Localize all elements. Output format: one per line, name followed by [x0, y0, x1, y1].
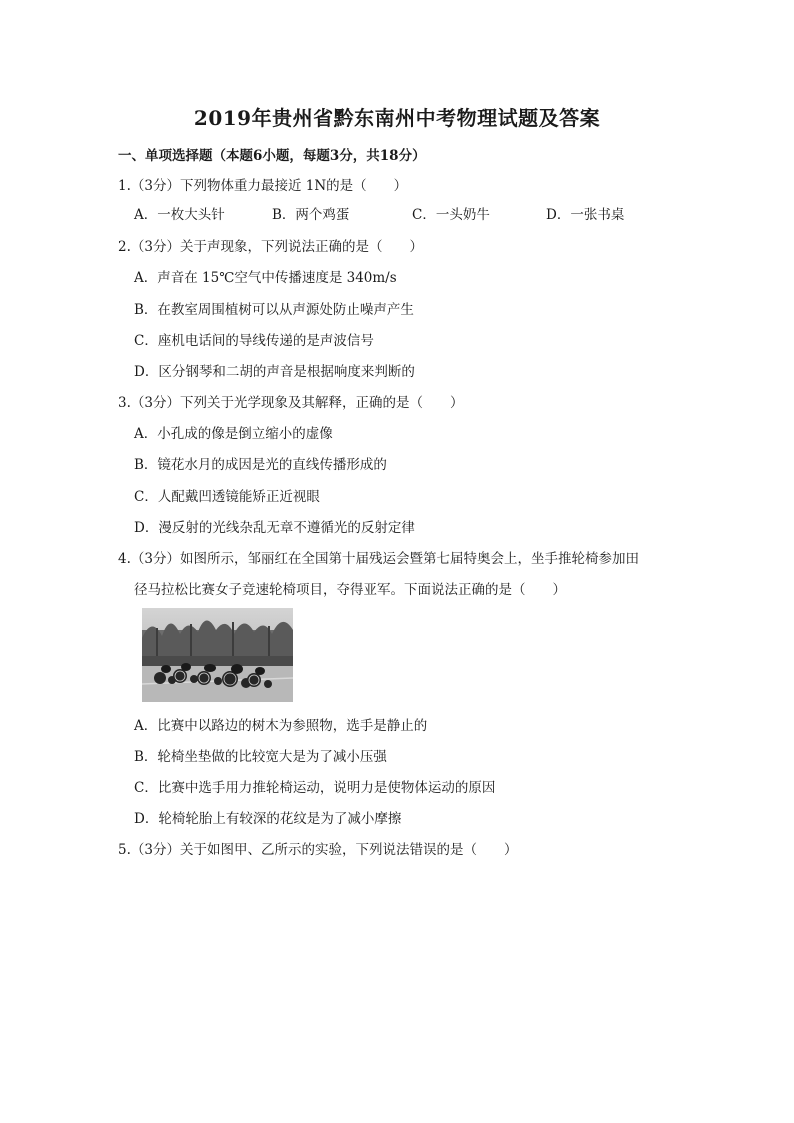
- question-3-option-a: A．小孔成的像是倒立缩小的虚像: [134, 426, 333, 442]
- question-2-option-b: B．在教室周围植树可以从声源处防止噪声产生: [134, 302, 414, 318]
- question-3-option-c: C．人配戴凹透镜能矫正近视眼: [134, 489, 320, 505]
- question-1-option-a: A．一枚大头针: [134, 207, 225, 223]
- document-title: 2019年贵州省黔东南州中考物理试题及答案: [193, 106, 601, 130]
- question-5-stem: 5.（3分）关于如图甲、乙所示的实验，下列说法错误的是（ ）: [118, 842, 518, 858]
- question-1-option-c: C．一头奶牛: [412, 207, 490, 223]
- question-4-stem-continued: 径马拉松比赛女子竞速轮椅项目，夺得亚军。下面说法正确的是（ ）: [134, 582, 566, 598]
- question-2-stem: 2.（3分）关于声现象，下列说法正确的是（ ）: [118, 239, 423, 255]
- question-1-stem: 1.（3分）下列物体重力最接近 1N的是（ ）: [118, 178, 408, 194]
- question-4-stem: 4.（3分）如图所示，邹丽红在全国第十届残运会暨第七届特奥会上，坐手推轮椅参加田: [118, 551, 639, 567]
- question-3-option-d: D．漫反射的光线杂乱无章不遵循光的反射定律: [134, 520, 415, 536]
- question-2-option-a: A．声音在 15℃空气中传播速度是 340m/s: [134, 270, 397, 286]
- question-3-stem: 3.（3分）下列关于光学现象及其解释，正确的是（ ）: [118, 395, 464, 411]
- question-4-option-b: B．轮椅坐垫做的比较宽大是为了减小压强: [134, 749, 387, 765]
- wheelchair-race-photo: [142, 608, 293, 702]
- question-1-option-b: B．两个鸡蛋: [272, 207, 350, 223]
- question-4-option-d: D．轮椅轮胎上有较深的花纹是为了减小摩擦: [134, 811, 402, 827]
- question-3-option-b: B．镜花水月的成因是光的直线传播形成的: [134, 457, 387, 473]
- section-heading: 一、单项选择题（本题6小题，每题3分，共18分）: [118, 148, 426, 164]
- question-2-option-d: D．区分钢琴和二胡的声音是根据响度来判断的: [134, 364, 415, 380]
- question-4-option-a: A．比赛中以路边的树木为参照物，选手是静止的: [134, 718, 428, 734]
- question-2-option-c: C．座机电话间的导线传递的是声波信号: [134, 333, 374, 349]
- question-1-options: [134, 205, 694, 225]
- question-1-option-d: D．一张书桌: [546, 207, 625, 223]
- question-4-option-c: C．比赛中选手用力推轮椅运动，说明力是使物体运动的原因: [134, 780, 496, 796]
